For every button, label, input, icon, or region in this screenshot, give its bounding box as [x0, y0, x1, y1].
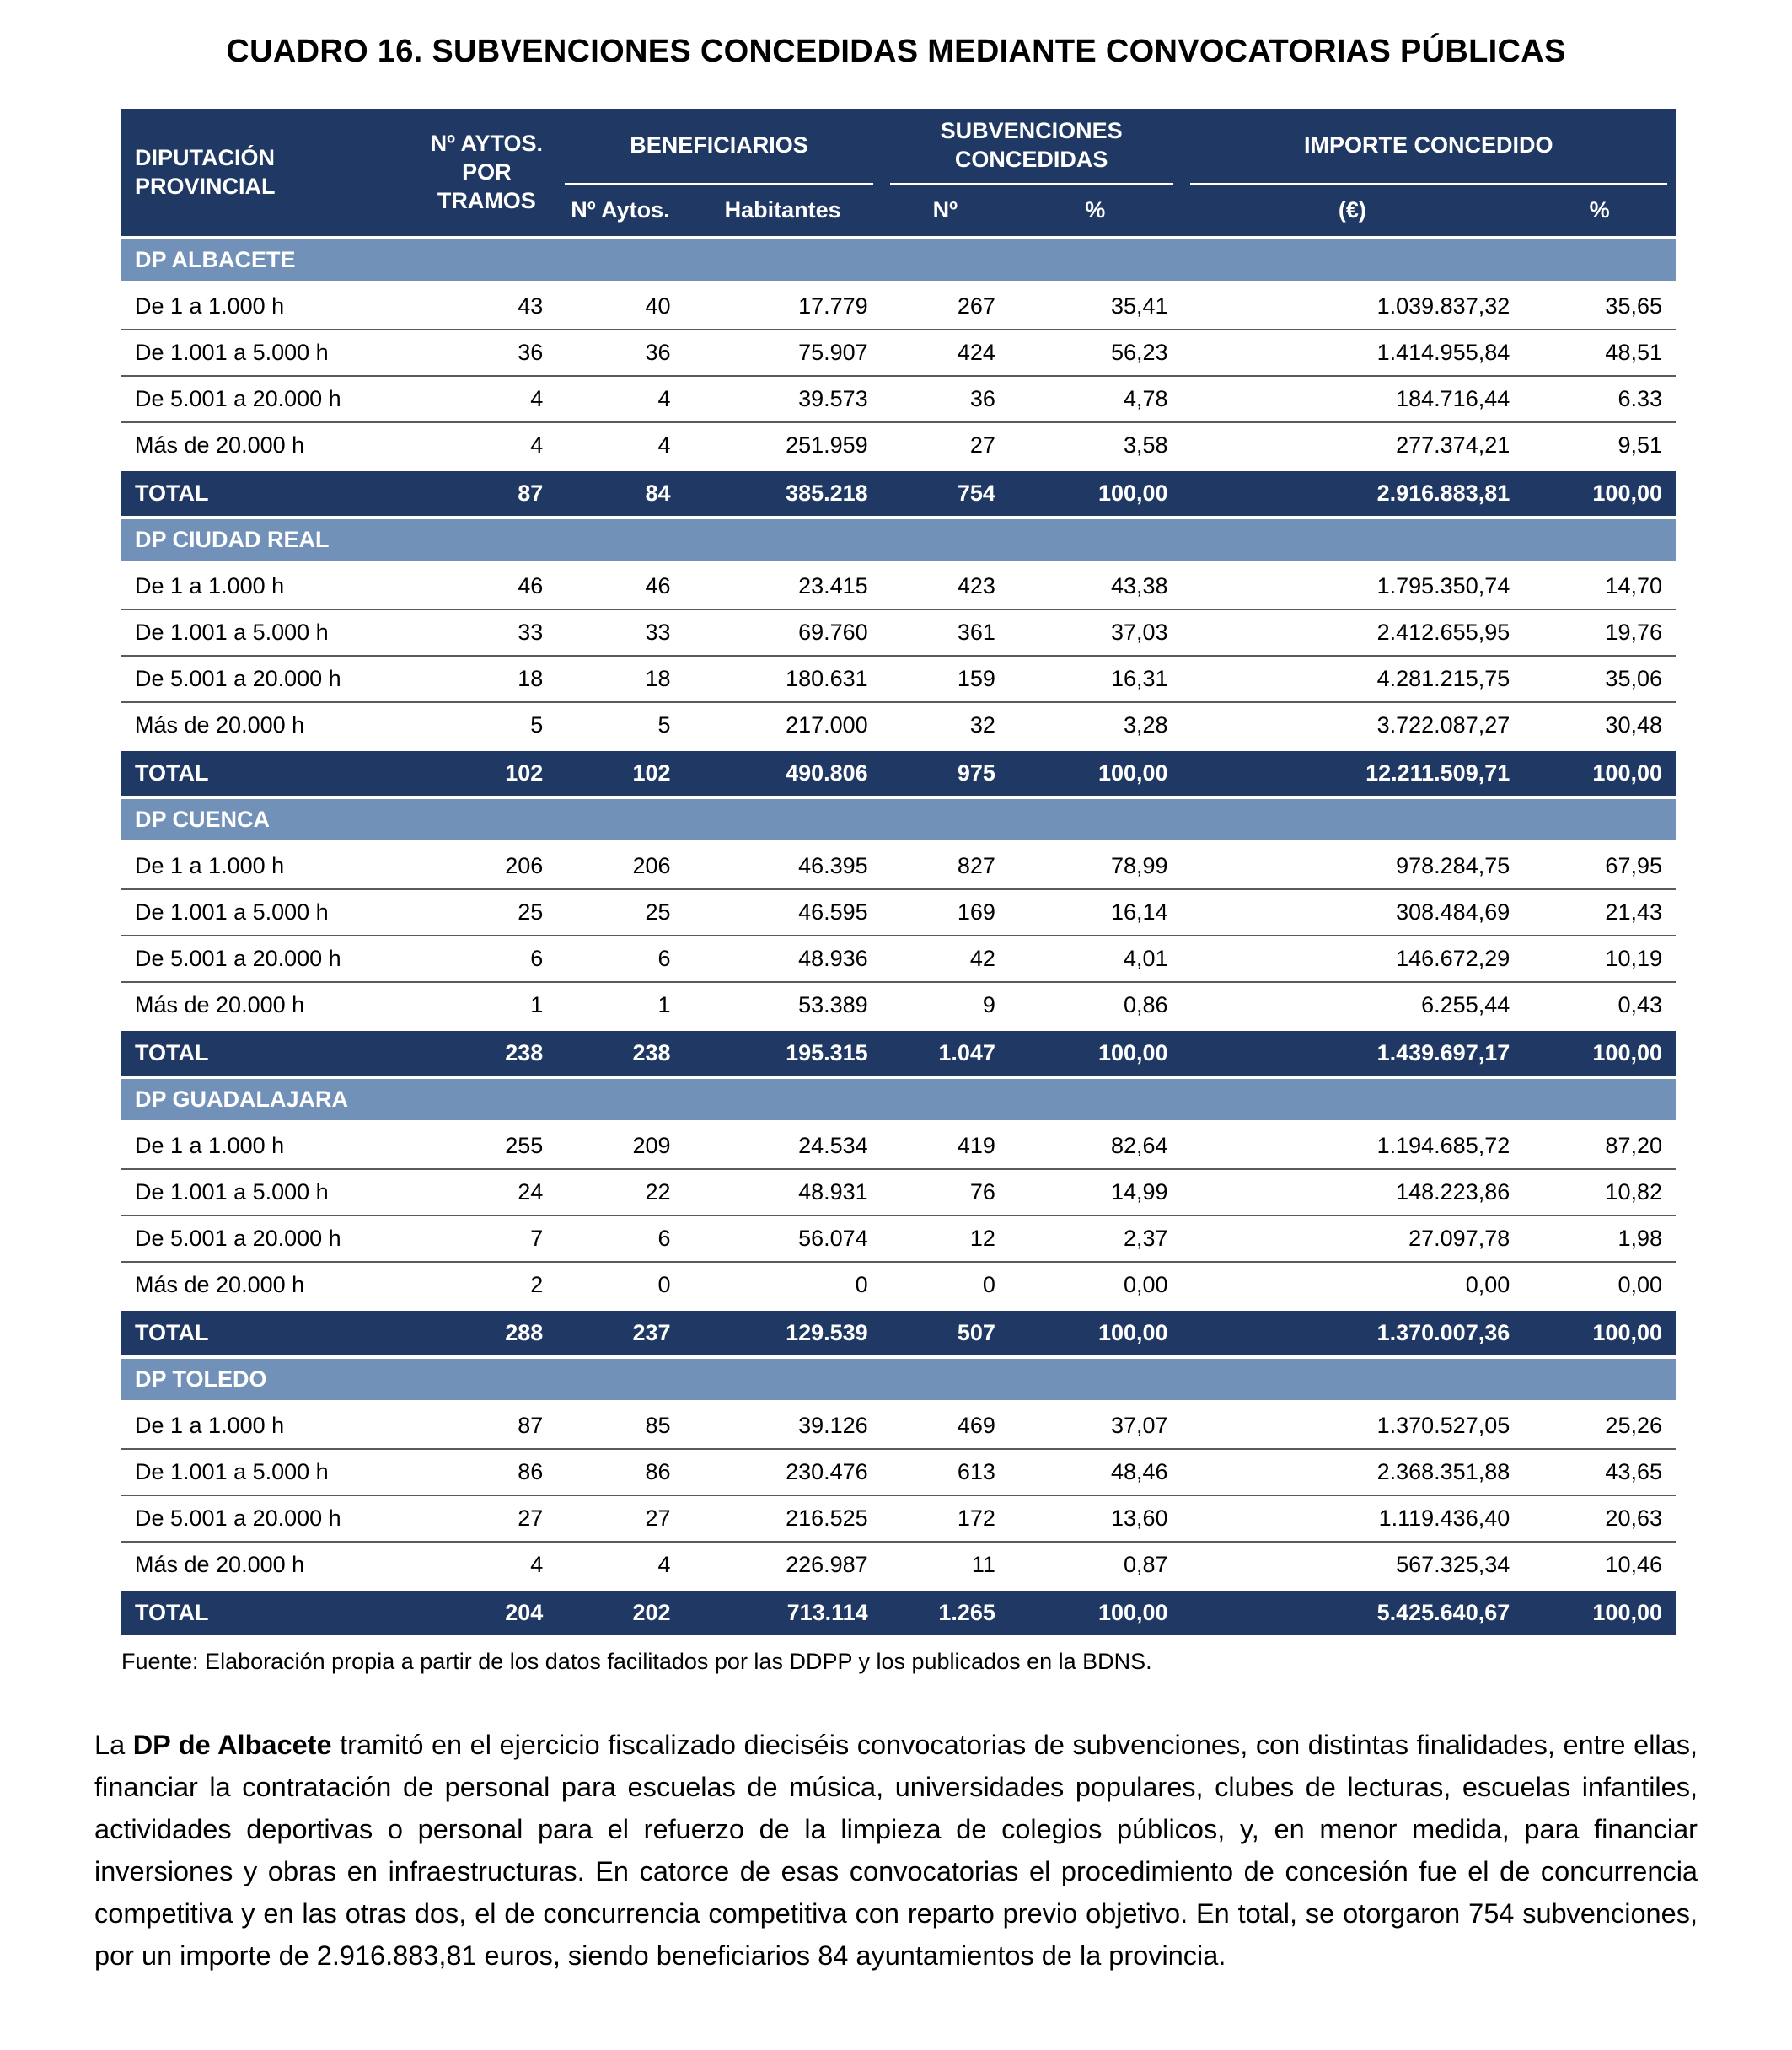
cell-value: 206 [556, 842, 684, 889]
cell-value: 13,60 [1009, 1495, 1182, 1542]
table-row [121, 702, 1676, 749]
section-header-row [121, 518, 1676, 562]
row-label: De 5.001 a 20.000 h [121, 376, 416, 422]
cell-value: 42 [882, 936, 1009, 982]
cell-value: 37,07 [1009, 1402, 1182, 1449]
total-value: 1.439.697,17 [1182, 1029, 1524, 1077]
row-label: De 5.001 a 20.000 h [121, 656, 416, 702]
row-label: De 1.001 a 5.000 h [121, 330, 416, 376]
cell-value: 146.672,29 [1182, 936, 1524, 982]
total-value: 713.114 [684, 1589, 882, 1637]
cell-value: 33 [556, 609, 684, 656]
cell-value: 12 [882, 1216, 1009, 1262]
cell-value: 0,00 [1523, 1262, 1676, 1309]
total-value: 237 [556, 1309, 684, 1357]
cell-value: 48.931 [684, 1169, 882, 1216]
cell-value: 0,43 [1523, 982, 1676, 1029]
cell-value: 267 [882, 282, 1009, 330]
table-row [121, 936, 1676, 982]
total-value: 490.806 [684, 749, 882, 797]
cell-value: 67,95 [1523, 842, 1676, 889]
cell-value: 10,19 [1523, 936, 1676, 982]
cell-value: 206 [416, 842, 556, 889]
table-row [121, 1495, 1676, 1542]
table-header [121, 109, 1676, 238]
cell-value: 16,14 [1009, 889, 1182, 936]
cell-value: 1.039.837,32 [1182, 282, 1524, 330]
cell-value: 36 [416, 330, 556, 376]
total-value: 507 [882, 1309, 1009, 1357]
cell-value: 30,48 [1523, 702, 1676, 749]
row-label: De 5.001 a 20.000 h [121, 936, 416, 982]
cell-value: 2.368.351,88 [1182, 1449, 1524, 1495]
cell-value: 86 [416, 1449, 556, 1495]
cell-value: 567.325,34 [1182, 1542, 1524, 1589]
cell-value: 35,06 [1523, 656, 1676, 702]
section-header-row [121, 797, 1676, 842]
cell-value: 361 [882, 609, 1009, 656]
total-value: 100,00 [1523, 1029, 1676, 1077]
total-value: 754 [882, 470, 1009, 518]
header-sub-numero: Nº [882, 190, 1009, 239]
total-value: 238 [416, 1029, 556, 1077]
cell-value: 75.907 [684, 330, 882, 376]
cell-value: 24 [416, 1169, 556, 1216]
cell-value: 4.281.215,75 [1182, 656, 1524, 702]
total-value: 102 [556, 749, 684, 797]
total-row [121, 470, 1676, 518]
cell-value: 1.119.436,40 [1182, 1495, 1524, 1542]
cell-value: 2.412.655,95 [1182, 609, 1524, 656]
cell-value: 85 [556, 1402, 684, 1449]
table-row [121, 842, 1676, 889]
cell-value: 4 [416, 422, 556, 470]
table-row [121, 1216, 1676, 1262]
total-value: 129.539 [684, 1309, 882, 1357]
total-value: 12.211.509,71 [1182, 749, 1524, 797]
cell-value: 0 [882, 1262, 1009, 1309]
cell-value: 56,23 [1009, 330, 1182, 376]
section-title: DP CUENCA [121, 797, 1676, 842]
total-value: 385.218 [684, 470, 882, 518]
cell-value: 217.000 [684, 702, 882, 749]
cell-value: 43,65 [1523, 1449, 1676, 1495]
header-sub-euros: (€) [1182, 190, 1524, 239]
cell-value: 184.716,44 [1182, 376, 1524, 422]
cell-value: 37,03 [1009, 609, 1182, 656]
cell-value: 1 [416, 982, 556, 1029]
cell-value: 0,86 [1009, 982, 1182, 1029]
cell-value: 419 [882, 1122, 1009, 1169]
cell-value: 9 [882, 982, 1009, 1029]
total-value: 102 [416, 749, 556, 797]
cell-value: 6.33 [1523, 376, 1676, 422]
table-row [121, 982, 1676, 1029]
total-label: TOTAL [121, 470, 416, 518]
cell-value: 46.595 [684, 889, 882, 936]
cell-value: 1 [556, 982, 684, 1029]
total-value: 204 [416, 1589, 556, 1637]
header-num-aytos-por-tramos: Nº AYTOS. POR TRAMOS [416, 109, 556, 238]
cell-value: 255 [416, 1122, 556, 1169]
total-value: 975 [882, 749, 1009, 797]
cell-value: 46.395 [684, 842, 882, 889]
cell-value: 209 [556, 1122, 684, 1169]
cell-value: 7 [416, 1216, 556, 1262]
header-group-beneficiarios: BENEFICIARIOS [556, 109, 881, 190]
cell-value: 16,31 [1009, 656, 1182, 702]
cell-value: 21,43 [1523, 889, 1676, 936]
cell-value: 18 [416, 656, 556, 702]
total-label: TOTAL [121, 1309, 416, 1357]
cell-value: 6 [416, 936, 556, 982]
cell-value: 0 [684, 1262, 882, 1309]
row-label: De 1.001 a 5.000 h [121, 1169, 416, 1216]
table-row [121, 609, 1676, 656]
cell-value: 2,37 [1009, 1216, 1182, 1262]
cell-value: 1.414.955,84 [1182, 330, 1524, 376]
source-note: Fuente: Elaboración propia a partir de los datos facilitados por las DDPP y los publicados en la BDNS. [121, 1649, 1152, 1675]
cell-value: 39.573 [684, 376, 882, 422]
header-sub-porcentaje-subvenciones: % [1009, 190, 1182, 239]
table-row [121, 562, 1676, 609]
table-row [121, 422, 1676, 470]
cell-value: 4 [416, 376, 556, 422]
cell-value: 69.760 [684, 609, 882, 656]
total-value: 87 [416, 470, 556, 518]
total-value: 238 [556, 1029, 684, 1077]
cell-value: 226.987 [684, 1542, 882, 1589]
cell-value: 613 [882, 1449, 1009, 1495]
cell-value: 87,20 [1523, 1122, 1676, 1169]
header-row-groups [121, 109, 1676, 190]
section-title: DP ALBACETE [121, 238, 1676, 282]
total-label: TOTAL [121, 1029, 416, 1077]
total-label: TOTAL [121, 1589, 416, 1637]
cell-value: 25,26 [1523, 1402, 1676, 1449]
cell-value: 216.525 [684, 1495, 882, 1542]
cell-value: 6 [556, 936, 684, 982]
row-label: De 5.001 a 20.000 h [121, 1216, 416, 1262]
cell-value: 40 [556, 282, 684, 330]
cell-value: 4,01 [1009, 936, 1182, 982]
cell-value: 27.097,78 [1182, 1216, 1524, 1262]
cell-value: 20,63 [1523, 1495, 1676, 1542]
cell-value: 87 [416, 1402, 556, 1449]
cell-value: 2 [416, 1262, 556, 1309]
total-value: 2.916.883,81 [1182, 470, 1524, 518]
table-row [121, 1449, 1676, 1495]
section-title: DP CIUDAD REAL [121, 518, 1676, 562]
cell-value: 48.936 [684, 936, 882, 982]
cell-value: 24.534 [684, 1122, 882, 1169]
cell-value: 11 [882, 1542, 1009, 1589]
total-value: 100,00 [1009, 1309, 1182, 1357]
row-label: De 1.001 a 5.000 h [121, 609, 416, 656]
cell-value: 22 [556, 1169, 684, 1216]
cell-value: 48,46 [1009, 1449, 1182, 1495]
total-value: 100,00 [1009, 470, 1182, 518]
cell-value: 4,78 [1009, 376, 1182, 422]
total-value: 195.315 [684, 1029, 882, 1077]
paragraph-bold-dp-albacete: DP de Albacete [132, 1730, 332, 1761]
total-value: 202 [556, 1589, 684, 1637]
cell-value: 32 [882, 702, 1009, 749]
cell-value: 56.074 [684, 1216, 882, 1262]
cell-value: 4 [416, 1542, 556, 1589]
total-row [121, 749, 1676, 797]
cell-value: 230.476 [684, 1449, 882, 1495]
cell-value: 3.722.087,27 [1182, 702, 1524, 749]
table-row [121, 656, 1676, 702]
cell-value: 0,00 [1009, 1262, 1182, 1309]
cell-value: 424 [882, 330, 1009, 376]
total-value: 1.047 [882, 1029, 1009, 1077]
header-sub-porcentaje-importe: % [1523, 190, 1676, 239]
cell-value: 308.484,69 [1182, 889, 1524, 936]
header-diputacion-provincial: DIPUTACIÓN PROVINCIAL [121, 109, 416, 238]
cell-value: 1,98 [1523, 1216, 1676, 1262]
subsidies-table [121, 109, 1676, 1639]
cell-value: 35,41 [1009, 282, 1182, 330]
cell-value: 78,99 [1009, 842, 1182, 889]
cell-value: 5 [556, 702, 684, 749]
cell-value: 978.284,75 [1182, 842, 1524, 889]
header-sub-num-aytos: Nº Aytos. [556, 190, 684, 239]
row-label: De 1 a 1.000 h [121, 282, 416, 330]
cell-value: 4 [556, 422, 684, 470]
cell-value: 148.223,86 [1182, 1169, 1524, 1216]
cell-value: 827 [882, 842, 1009, 889]
cell-value: 469 [882, 1402, 1009, 1449]
table-row [121, 1169, 1676, 1216]
table-row [121, 330, 1676, 376]
cell-value: 4 [556, 376, 684, 422]
cell-value: 46 [556, 562, 684, 609]
table-row [121, 376, 1676, 422]
cell-value: 53.389 [684, 982, 882, 1029]
cell-value: 6.255,44 [1182, 982, 1524, 1029]
cell-value: 27 [882, 422, 1009, 470]
cell-value: 277.374,21 [1182, 422, 1524, 470]
total-row [121, 1309, 1676, 1357]
table-row [121, 282, 1676, 330]
table-body [121, 238, 1676, 1637]
header-sub-habitantes: Habitantes [684, 190, 882, 239]
header-group-subvenciones-concedidas: SUBVENCIONES CONCEDIDAS [882, 109, 1182, 190]
section-header-row [121, 1077, 1676, 1122]
cell-value: 0,00 [1182, 1262, 1524, 1309]
header-group-importe-concedido: IMPORTE CONCEDIDO [1182, 109, 1676, 190]
cell-value: 46 [416, 562, 556, 609]
total-value: 288 [416, 1309, 556, 1357]
cell-value: 33 [416, 609, 556, 656]
cell-value: 36 [556, 330, 684, 376]
cell-value: 14,99 [1009, 1169, 1182, 1216]
row-label: Más de 20.000 h [121, 1542, 416, 1589]
total-value: 5.425.640,67 [1182, 1589, 1524, 1637]
cell-value: 3,58 [1009, 422, 1182, 470]
total-value: 100,00 [1523, 1309, 1676, 1357]
table-row [121, 889, 1676, 936]
cell-value: 43 [416, 282, 556, 330]
table-row [121, 1262, 1676, 1309]
body-paragraph [94, 1724, 1698, 1977]
cell-value: 1.370.527,05 [1182, 1402, 1524, 1449]
cell-value: 159 [882, 656, 1009, 702]
section-header-row [121, 238, 1676, 282]
row-label: De 1 a 1.000 h [121, 1402, 416, 1449]
total-value: 100,00 [1523, 749, 1676, 797]
table-title: CUADRO 16. SUBVENCIONES CONCEDIDAS MEDIANTE CONVOCATORIAS PÚBLICAS [226, 34, 1566, 69]
cell-value: 86 [556, 1449, 684, 1495]
total-value: 100,00 [1009, 1029, 1182, 1077]
paragraph-rest: tramitó en el ejercicio fiscalizado dieciséis convocatorias de subvenciones, con distintas finalidades, entre ellas, financiar la contratación de personal para escuelas de música, universidades populares, clubes de lecturas, escuelas infantiles, actividades deportivas o personal para el refuerzo de la limpieza de colegios públicos, y, en menor medida, para financiar inversiones y obras en infraestructuras. En catorce de esas convocatorias el procedimiento de concesión fue el de concurrencia competitiva y en las otras dos, el de concurrencia competitiva con reparto previo objetivo. En total, se otorgaron 754 subvenciones, por un importe de 2.916.883,81 euros, siendo beneficiarios 84 ayuntamientos de la provincia. [94, 1730, 1698, 1972]
cell-value: 6 [556, 1216, 684, 1262]
cell-value: 36 [882, 376, 1009, 422]
cell-value: 180.631 [684, 656, 882, 702]
cell-value: 423 [882, 562, 1009, 609]
section-title: DP TOLEDO [121, 1357, 1676, 1402]
cell-value: 0,87 [1009, 1542, 1182, 1589]
cell-value: 23.415 [684, 562, 882, 609]
row-label: Más de 20.000 h [121, 422, 416, 470]
cell-value: 172 [882, 1495, 1009, 1542]
table-row [121, 1402, 1676, 1449]
cell-value: 17.779 [684, 282, 882, 330]
row-label: De 1.001 a 5.000 h [121, 889, 416, 936]
cell-value: 19,76 [1523, 609, 1676, 656]
cell-value: 39.126 [684, 1402, 882, 1449]
cell-value: 1.194.685,72 [1182, 1122, 1524, 1169]
row-label: De 1.001 a 5.000 h [121, 1449, 416, 1495]
total-value: 100,00 [1523, 470, 1676, 518]
cell-value: 4 [556, 1542, 684, 1589]
cell-value: 3,28 [1009, 702, 1182, 749]
cell-value: 1.795.350,74 [1182, 562, 1524, 609]
cell-value: 18 [556, 656, 684, 702]
row-label: Más de 20.000 h [121, 702, 416, 749]
total-value: 1.370.007,36 [1182, 1309, 1524, 1357]
total-value: 1.265 [882, 1589, 1009, 1637]
cell-value: 251.959 [684, 422, 882, 470]
section-header-row [121, 1357, 1676, 1402]
table-row [121, 1542, 1676, 1589]
row-label: De 5.001 a 20.000 h [121, 1495, 416, 1542]
total-row [121, 1589, 1676, 1637]
total-label: TOTAL [121, 749, 416, 797]
total-value: 84 [556, 470, 684, 518]
row-label: De 1 a 1.000 h [121, 1122, 416, 1169]
cell-value: 9,51 [1523, 422, 1676, 470]
cell-value: 0 [556, 1262, 684, 1309]
total-value: 100,00 [1523, 1589, 1676, 1637]
total-row [121, 1029, 1676, 1077]
cell-value: 43,38 [1009, 562, 1182, 609]
cell-value: 27 [416, 1495, 556, 1542]
paragraph-lead: La [94, 1730, 133, 1761]
cell-value: 35,65 [1523, 282, 1676, 330]
cell-value: 5 [416, 702, 556, 749]
section-title: DP GUADALAJARA [121, 1077, 1676, 1122]
cell-value: 27 [556, 1495, 684, 1542]
row-label: De 1 a 1.000 h [121, 562, 416, 609]
cell-value: 14,70 [1523, 562, 1676, 609]
row-label: De 1 a 1.000 h [121, 842, 416, 889]
cell-value: 10,82 [1523, 1169, 1676, 1216]
cell-value: 25 [556, 889, 684, 936]
cell-value: 10,46 [1523, 1542, 1676, 1589]
cell-value: 82,64 [1009, 1122, 1182, 1169]
cell-value: 48,51 [1523, 330, 1676, 376]
row-label: Más de 20.000 h [121, 1262, 416, 1309]
total-value: 100,00 [1009, 749, 1182, 797]
table-row [121, 1122, 1676, 1169]
cell-value: 25 [416, 889, 556, 936]
total-value: 100,00 [1009, 1589, 1182, 1637]
cell-value: 169 [882, 889, 1009, 936]
cell-value: 76 [882, 1169, 1009, 1216]
row-label: Más de 20.000 h [121, 982, 416, 1029]
